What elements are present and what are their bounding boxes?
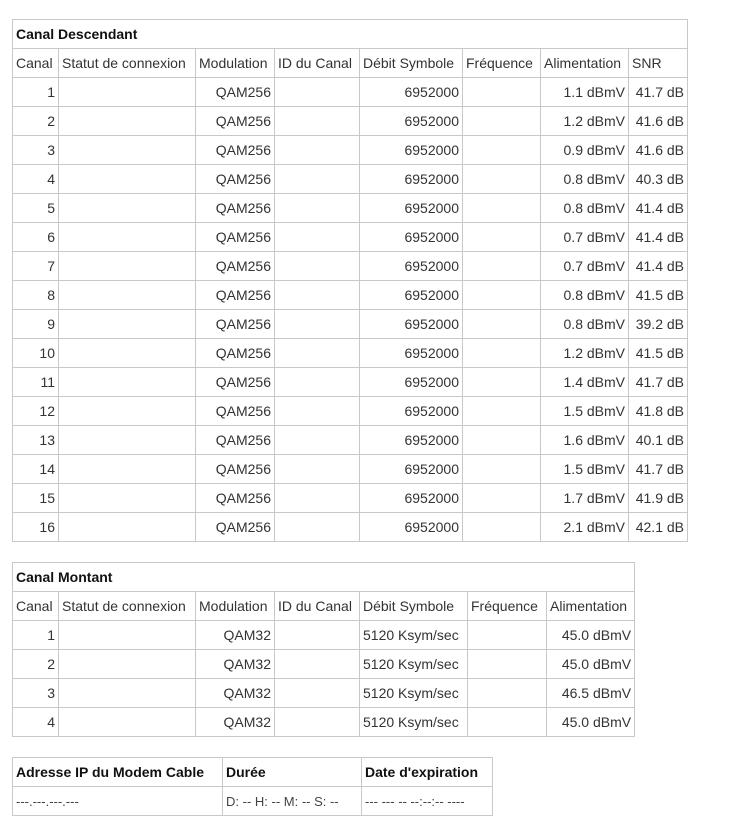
cell-statut [59, 136, 196, 165]
cell-debit-symbole: 6952000 [360, 455, 463, 484]
cell-snr: 42.1 dB [629, 513, 688, 542]
cell-canal: 15 [13, 484, 59, 513]
cell-id-canal [275, 621, 360, 650]
cell-alimentation: 1.2 dBmV [541, 339, 629, 368]
cell-canal: 1 [13, 621, 59, 650]
header-alimentation: Alimentation [541, 49, 629, 78]
cell-canal: 7 [13, 252, 59, 281]
table-row [13, 484, 688, 513]
header-debit-symbole: Débit Symbole [360, 49, 463, 78]
cell-alimentation: 45.0 dBmV [547, 708, 635, 737]
cell-modulation: QAM256 [196, 281, 275, 310]
cell-statut [59, 368, 196, 397]
cell-id-canal [275, 107, 360, 136]
cell-canal: 8 [13, 281, 59, 310]
cell-frequence [468, 708, 547, 737]
cell-id-canal [275, 368, 360, 397]
cell-debit-symbole: 6952000 [360, 78, 463, 107]
cell-id-canal [275, 281, 360, 310]
table-row [13, 339, 688, 368]
table-row [13, 621, 635, 650]
ip-address-value: ---.---.---.--- [13, 787, 223, 816]
cell-frequence [463, 194, 541, 223]
cell-modulation: QAM256 [196, 165, 275, 194]
cell-statut [59, 339, 196, 368]
cell-snr: 41.4 dB [629, 252, 688, 281]
header-canal: Canal [13, 49, 59, 78]
cell-modulation: QAM32 [196, 650, 275, 679]
cell-statut [59, 708, 196, 737]
cell-alimentation: 2.1 dBmV [541, 513, 629, 542]
cell-canal: 10 [13, 339, 59, 368]
cell-modulation: QAM256 [196, 484, 275, 513]
header-id-canal: ID du Canal [275, 592, 360, 621]
upstream-table [12, 562, 635, 737]
cell-canal: 3 [13, 679, 59, 708]
cell-debit-symbole: 6952000 [360, 194, 463, 223]
table-row [13, 194, 688, 223]
table-row [13, 397, 688, 426]
cell-debit-symbole: 5120 Ksym/sec [360, 650, 468, 679]
cell-modulation: QAM32 [196, 621, 275, 650]
expiration-value: --- --- -- --:--:-- ---- [362, 787, 493, 816]
header-statut: Statut de connexion [59, 49, 196, 78]
cell-frequence [463, 78, 541, 107]
cell-statut [59, 107, 196, 136]
cell-id-canal [275, 484, 360, 513]
cell-alimentation: 46.5 dBmV [547, 679, 635, 708]
cell-statut [59, 165, 196, 194]
modem-info-table [12, 757, 493, 816]
cell-frequence [463, 426, 541, 455]
cell-id-canal [275, 194, 360, 223]
cell-canal: 12 [13, 397, 59, 426]
header-snr: SNR [629, 49, 688, 78]
cell-alimentation: 0.8 dBmV [541, 194, 629, 223]
downstream-rows [13, 78, 688, 542]
cell-statut [59, 484, 196, 513]
cell-debit-symbole: 6952000 [360, 223, 463, 252]
table-row [13, 281, 688, 310]
cell-frequence [468, 679, 547, 708]
cell-snr: 41.7 dB [629, 455, 688, 484]
cell-debit-symbole: 6952000 [360, 310, 463, 339]
cell-modulation: QAM256 [196, 368, 275, 397]
duree-value: D: -- H: -- M: -- S: -- [223, 787, 362, 816]
cell-modulation: QAM32 [196, 708, 275, 737]
upstream-header-row [13, 592, 635, 621]
cell-modulation: QAM256 [196, 513, 275, 542]
header-canal: Canal [13, 592, 59, 621]
cell-snr: 41.9 dB [629, 484, 688, 513]
upstream-title: Canal Montant [13, 563, 635, 592]
cell-alimentation: 1.5 dBmV [541, 397, 629, 426]
downstream-header-row [13, 49, 688, 78]
cell-modulation: QAM256 [196, 194, 275, 223]
cell-statut [59, 426, 196, 455]
header-expiration: Date d'expiration [362, 758, 493, 787]
cell-frequence [463, 281, 541, 310]
cell-canal: 16 [13, 513, 59, 542]
cell-frequence [463, 368, 541, 397]
cell-statut [59, 513, 196, 542]
cell-frequence [463, 397, 541, 426]
cell-statut [59, 455, 196, 484]
table-row [13, 368, 688, 397]
cell-modulation: QAM256 [196, 78, 275, 107]
cell-alimentation: 45.0 dBmV [547, 650, 635, 679]
header-statut: Statut de connexion [59, 592, 196, 621]
cell-modulation: QAM256 [196, 339, 275, 368]
cell-snr: 41.6 dB [629, 136, 688, 165]
cell-alimentation: 0.7 dBmV [541, 223, 629, 252]
cell-debit-symbole: 5120 Ksym/sec [360, 621, 468, 650]
cell-frequence [463, 165, 541, 194]
cell-debit-symbole: 6952000 [360, 339, 463, 368]
cell-id-canal [275, 165, 360, 194]
table-row [13, 223, 688, 252]
cell-canal: 9 [13, 310, 59, 339]
cell-frequence [463, 310, 541, 339]
header-modulation: Modulation [196, 49, 275, 78]
cell-alimentation: 1.1 dBmV [541, 78, 629, 107]
cell-alimentation: 45.0 dBmV [547, 621, 635, 650]
table-row [13, 679, 635, 708]
cell-snr: 41.8 dB [629, 397, 688, 426]
cell-statut [59, 397, 196, 426]
cell-statut [59, 310, 196, 339]
cell-modulation: QAM256 [196, 426, 275, 455]
cell-debit-symbole: 6952000 [360, 484, 463, 513]
cell-id-canal [275, 136, 360, 165]
cell-canal: 13 [13, 426, 59, 455]
cell-frequence [468, 621, 547, 650]
cell-id-canal [275, 78, 360, 107]
cell-frequence [468, 650, 547, 679]
cell-alimentation: 1.7 dBmV [541, 484, 629, 513]
cell-canal: 5 [13, 194, 59, 223]
table-row [13, 78, 688, 107]
cell-id-canal [275, 252, 360, 281]
cell-frequence [463, 252, 541, 281]
cell-modulation: QAM256 [196, 397, 275, 426]
cell-alimentation: 0.9 dBmV [541, 136, 629, 165]
cell-statut [59, 679, 196, 708]
cell-snr: 41.4 dB [629, 194, 688, 223]
cell-frequence [463, 339, 541, 368]
cell-id-canal [275, 513, 360, 542]
cell-canal: 6 [13, 223, 59, 252]
cell-id-canal [275, 679, 360, 708]
table-row [13, 650, 635, 679]
table-row [13, 513, 688, 542]
cell-alimentation: 0.7 dBmV [541, 252, 629, 281]
cell-debit-symbole: 6952000 [360, 107, 463, 136]
cell-alimentation: 0.8 dBmV [541, 281, 629, 310]
header-alimentation: Alimentation [547, 592, 635, 621]
table-row [13, 310, 688, 339]
cell-id-canal [275, 397, 360, 426]
header-modulation: Modulation [196, 592, 275, 621]
cell-alimentation: 1.5 dBmV [541, 455, 629, 484]
cell-id-canal [275, 650, 360, 679]
cell-id-canal [275, 708, 360, 737]
cell-alimentation: 0.8 dBmV [541, 165, 629, 194]
table-row [13, 708, 635, 737]
cell-snr: 40.3 dB [629, 165, 688, 194]
cell-statut [59, 223, 196, 252]
header-ip-address: Adresse IP du Modem Cable [13, 758, 223, 787]
cell-frequence [463, 455, 541, 484]
cell-modulation: QAM256 [196, 252, 275, 281]
cell-debit-symbole: 6952000 [360, 136, 463, 165]
cell-debit-symbole: 6952000 [360, 513, 463, 542]
cell-statut [59, 621, 196, 650]
cell-canal: 3 [13, 136, 59, 165]
cell-snr: 41.7 dB [629, 78, 688, 107]
header-frequence: Fréquence [468, 592, 547, 621]
header-debit-symbole: Débit Symbole [360, 592, 468, 621]
cell-debit-symbole: 6952000 [360, 281, 463, 310]
cell-modulation: QAM256 [196, 136, 275, 165]
cell-modulation: QAM256 [196, 107, 275, 136]
header-duree: Durée [223, 758, 362, 787]
cell-snr: 41.5 dB [629, 339, 688, 368]
cell-alimentation: 1.6 dBmV [541, 426, 629, 455]
cell-statut [59, 281, 196, 310]
cell-id-canal [275, 339, 360, 368]
cell-statut [59, 252, 196, 281]
cell-debit-symbole: 5120 Ksym/sec [360, 708, 468, 737]
cell-canal: 4 [13, 165, 59, 194]
cell-frequence [463, 136, 541, 165]
header-id-canal: ID du Canal [275, 49, 360, 78]
cell-debit-symbole: 6952000 [360, 165, 463, 194]
cell-debit-symbole: 5120 Ksym/sec [360, 679, 468, 708]
table-row [13, 455, 688, 484]
cell-frequence [463, 484, 541, 513]
cell-frequence [463, 223, 541, 252]
table-row [13, 136, 688, 165]
table-row [13, 252, 688, 281]
cell-id-canal [275, 310, 360, 339]
cell-frequence [463, 107, 541, 136]
cell-modulation: QAM32 [196, 679, 275, 708]
cell-canal: 11 [13, 368, 59, 397]
cell-alimentation: 1.4 dBmV [541, 368, 629, 397]
table-row [13, 165, 688, 194]
cell-id-canal [275, 455, 360, 484]
cell-canal: 2 [13, 650, 59, 679]
cell-debit-symbole: 6952000 [360, 252, 463, 281]
cell-statut [59, 194, 196, 223]
cell-frequence [463, 513, 541, 542]
downstream-table [12, 19, 688, 542]
cell-debit-symbole: 6952000 [360, 426, 463, 455]
cell-id-canal [275, 426, 360, 455]
cell-alimentation: 0.8 dBmV [541, 310, 629, 339]
table-row [13, 107, 688, 136]
cell-statut [59, 78, 196, 107]
cell-canal: 4 [13, 708, 59, 737]
cell-modulation: QAM256 [196, 223, 275, 252]
cell-id-canal [275, 223, 360, 252]
cell-alimentation: 1.2 dBmV [541, 107, 629, 136]
cell-canal: 1 [13, 78, 59, 107]
cell-snr: 39.2 dB [629, 310, 688, 339]
cell-snr: 41.4 dB [629, 223, 688, 252]
cell-debit-symbole: 6952000 [360, 368, 463, 397]
header-frequence: Fréquence [463, 49, 541, 78]
cell-snr: 40.1 dB [629, 426, 688, 455]
cell-canal: 14 [13, 455, 59, 484]
cell-snr: 41.5 dB [629, 281, 688, 310]
downstream-title: Canal Descendant [13, 20, 688, 49]
cell-snr: 41.7 dB [629, 368, 688, 397]
cell-canal: 2 [13, 107, 59, 136]
cell-modulation: QAM256 [196, 455, 275, 484]
cell-snr: 41.6 dB [629, 107, 688, 136]
cell-debit-symbole: 6952000 [360, 397, 463, 426]
upstream-rows [13, 621, 635, 737]
cell-modulation: QAM256 [196, 310, 275, 339]
table-row [13, 426, 688, 455]
cell-statut [59, 650, 196, 679]
